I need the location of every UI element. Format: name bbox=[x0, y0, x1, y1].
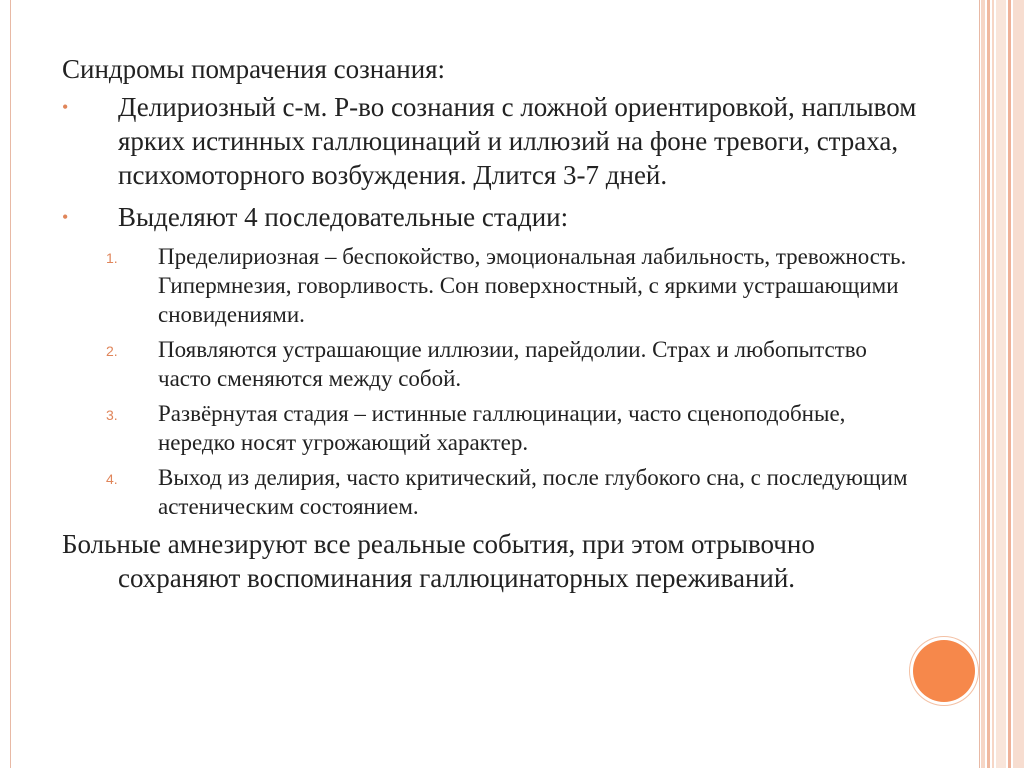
decor-stripe bbox=[1008, 0, 1011, 768]
decor-stripe bbox=[996, 0, 1006, 768]
decor-stripe bbox=[992, 0, 994, 768]
slide-heading: Синдромы помрачения сознания: bbox=[62, 54, 446, 84]
decor-stripe bbox=[1013, 0, 1024, 768]
slide-content bbox=[62, 52, 922, 595]
stage-text: Развёрнутая стадия – истинные галлюцинации, часто сценоподобные, нередко носят угрожающий характер. bbox=[158, 401, 846, 455]
stage-item bbox=[62, 463, 922, 521]
bullet-text: Делириозный с-м. Р-во сознания с ложной ориентировкой, наплывом ярких истинных галлюцинаций и иллюзий на фоне тревоги, страха, психомоторного возбуждения. Длится 3-7 дней. bbox=[118, 92, 917, 190]
decor-stripe bbox=[981, 0, 985, 768]
bullet-item bbox=[62, 90, 922, 192]
stage-item bbox=[62, 242, 922, 329]
bullet-marker: • bbox=[62, 207, 69, 227]
bullet-text: Выделяют 4 последовательные стадии: bbox=[118, 202, 569, 232]
stage-text: Пределириозная – беспокойство, эмоциональная лабильность, тревожность. Гипермнезия, говорливость. Сон поверхностный, с яркими устрашающими сновидениями. bbox=[158, 244, 907, 327]
stage-item bbox=[62, 335, 922, 393]
bullet-marker: • bbox=[62, 97, 69, 117]
stage-number: 3. bbox=[106, 407, 118, 423]
stage-text: Появляются устрашающие иллюзии, парейдолии. Страх и любопытство часто сменяются между собой. bbox=[158, 337, 867, 391]
stage-number: 4. bbox=[106, 471, 118, 487]
decor-stripe bbox=[987, 0, 990, 768]
stage-number: 1. bbox=[106, 250, 118, 266]
stage-text: Выход из делирия, часто критический, после глубокого сна, с последующим астеническим состоянием. bbox=[158, 465, 908, 519]
bullet-item bbox=[62, 200, 922, 234]
stage-number: 2. bbox=[106, 343, 118, 359]
decor-circle bbox=[913, 640, 975, 702]
stage-item bbox=[62, 399, 922, 457]
closing-paragraph: Больные амнезируют все реальные события, при этом отрывочно сохраняют воспоминания галлюцинаторных переживаний. bbox=[62, 529, 815, 593]
